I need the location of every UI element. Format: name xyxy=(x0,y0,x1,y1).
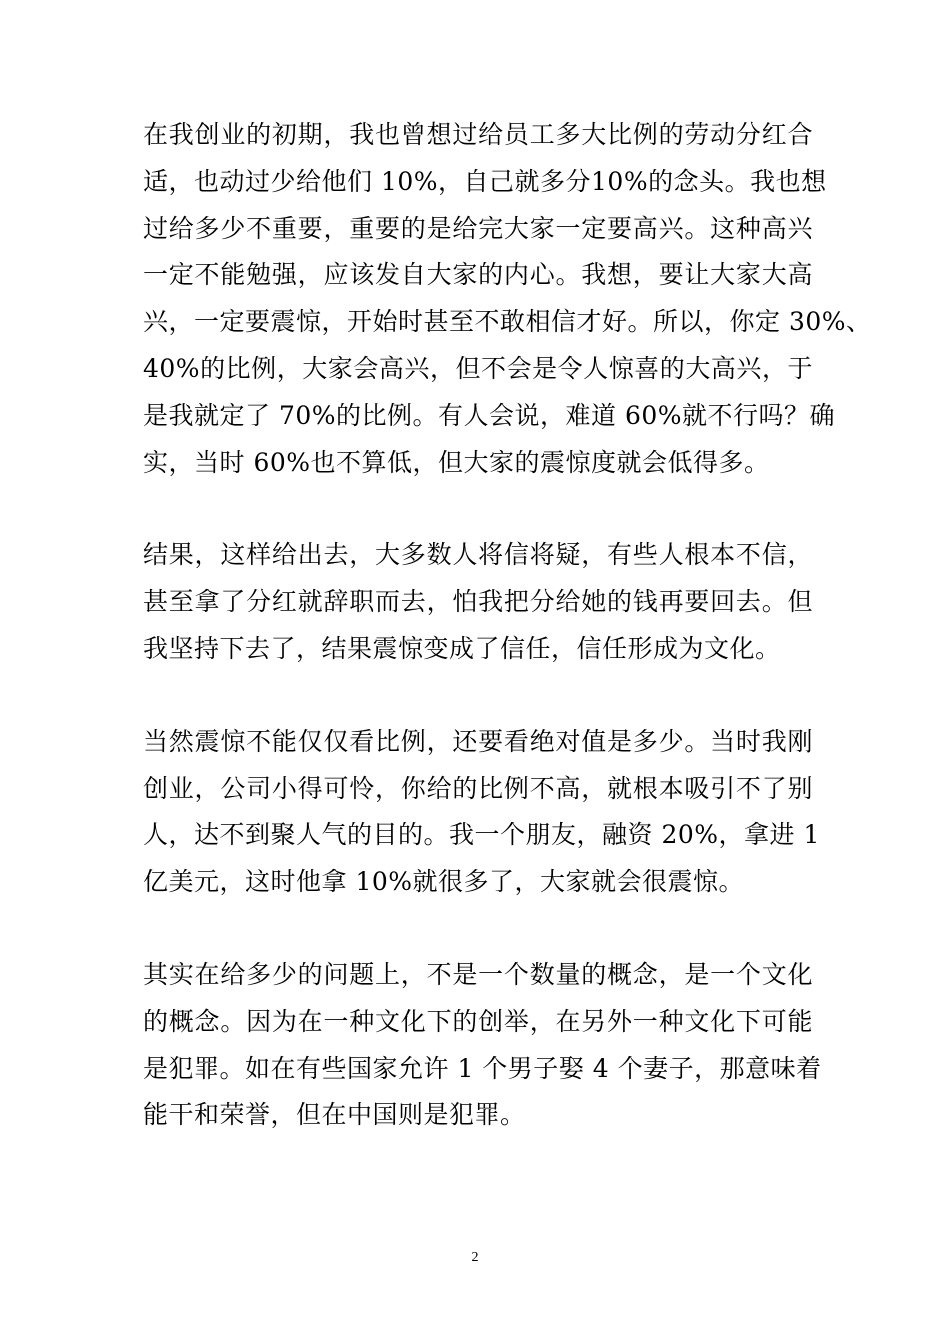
text-line: 创业，公司小得可怜，你给的比例不高，就根本吸引不了别 xyxy=(143,773,813,803)
text-line: 当然震惊不能仅仅看比例，还要看绝对值是多少。当时我刚 xyxy=(143,726,813,756)
text-line: 适，也动过少给他们 10%，自己就多分10%的念头。我也想 xyxy=(143,166,827,196)
text-line: 是犯罪。如在有些国家允许 1 个男子娶 4 个妻子，那意味着 xyxy=(143,1053,822,1083)
text-line: 能干和荣誉，但在中国则是犯罪。 xyxy=(143,1100,526,1130)
text-line: 实，当时 60%也不算低，但大家的震惊度就会低得多。 xyxy=(143,447,770,477)
text-line: 在我创业的初期，我也曾想过给员工多大比例的劳动分红合 xyxy=(143,120,813,149)
body-text xyxy=(143,112,872,1185)
text-line: 是我就定了 70%的比例。有人会说，难道 60%就不行吗？确 xyxy=(143,400,836,430)
paragraph-4 xyxy=(143,952,822,1139)
text-line: 结果，这样给出去，大多数人将信将疑，有些人根本不信， xyxy=(143,540,813,570)
text-line: 兴，一定要震惊，开始时甚至不敢相信才好。所以，你定 30%、 xyxy=(143,307,872,337)
text-line: 甚至拿了分红就辞职而去，怕我把分给她的钱再要回去。但 xyxy=(143,587,813,617)
paragraph-2 xyxy=(143,532,813,672)
text-line: 亿美元，这时他拿 10%就很多了，大家就会很震惊。 xyxy=(143,867,745,897)
text-line: 我坚持下去了，结果震惊变成了信任，信任形成为文化。 xyxy=(143,633,781,663)
page-number: 2 xyxy=(471,1250,479,1265)
text-line: 其实在给多少的问题上，不是一个数量的概念，是一个文化 xyxy=(143,959,813,989)
text-line: 人，达不到聚人气的目的。我一个朋友，融资 20%，拿进 1 xyxy=(143,820,820,850)
text-line: 一定不能勉强，应该发自大家的内心。我想，要让大家大高 xyxy=(143,260,813,290)
text-line: 40%的比例，大家会高兴，但不会是令人惊喜的大高兴，于 xyxy=(143,353,813,383)
text-line: 的概念。因为在一种文化下的创举，在另外一种文化下可能 xyxy=(143,1006,813,1036)
text-line: 过给多少不重要，重要的是给完大家一定要高兴。这种高兴 xyxy=(143,213,813,243)
paragraph-3 xyxy=(143,719,820,906)
paragraph-1 xyxy=(143,112,872,486)
